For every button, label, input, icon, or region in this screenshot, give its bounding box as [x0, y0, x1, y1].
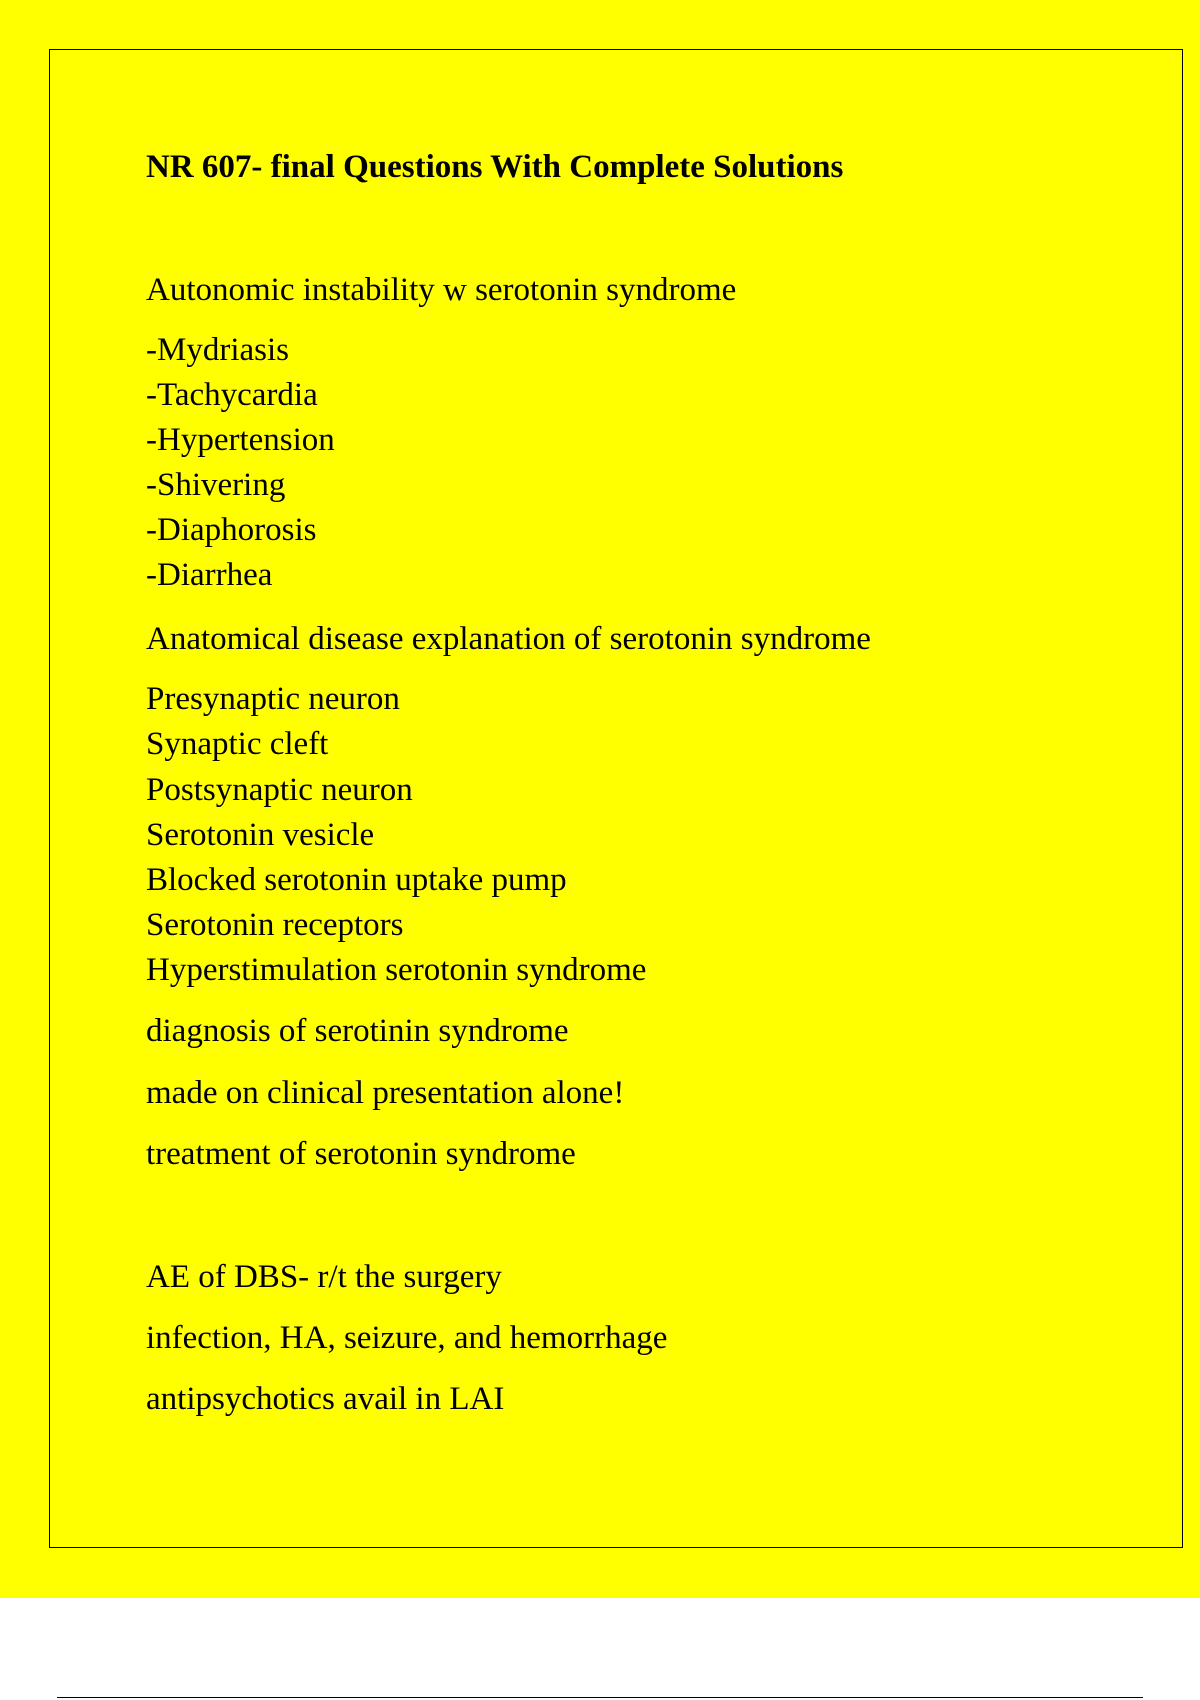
answer-tachycardia: -Tachycardia — [146, 377, 318, 413]
answer-serotonin-receptors: Serotonin receptors — [146, 907, 404, 943]
document-title: NR 607- final Questions With Complete Solutions — [146, 149, 844, 185]
answer-clinical-presentation: made on clinical presentation alone! — [146, 1075, 625, 1111]
answer-hyperstimulation: Hyperstimulation serotonin syndrome — [146, 952, 647, 988]
answer-mydriasis: -Mydriasis — [146, 332, 289, 368]
answer-presynaptic-neuron: Presynaptic neuron — [146, 681, 400, 717]
question-antipsychotics-lai: antipsychotics avail in LAI — [146, 1381, 505, 1417]
answer-diaphorosis: -Diaphorosis — [146, 512, 317, 548]
question-ae-of-dbs: AE of DBS- r/t the surgery — [146, 1259, 502, 1295]
answer-diarrhea: -Diarrhea — [146, 557, 273, 593]
question-treatment: treatment of serotonin syndrome — [146, 1136, 576, 1172]
footer-rule — [57, 1697, 1143, 1698]
answer-shivering: -Shivering — [146, 467, 286, 503]
answer-infection-ha-seizure: infection, HA, seizure, and hemorrhage — [146, 1320, 668, 1356]
answer-postsynaptic-neuron: Postsynaptic neuron — [146, 772, 413, 808]
answer-hypertension: -Hypertension — [146, 422, 335, 458]
answer-synaptic-cleft: Synaptic cleft — [146, 726, 329, 762]
question-anatomical-explanation: Anatomical disease explanation of serotonin syndrome — [146, 621, 871, 657]
question-autonomic-instability: Autonomic instability w serotonin syndrome — [146, 272, 737, 308]
answer-blocked-uptake-pump: Blocked serotonin uptake pump — [146, 862, 567, 898]
question-diagnosis: diagnosis of serotinin syndrome — [146, 1013, 569, 1049]
answer-serotonin-vesicle: Serotonin vesicle — [146, 817, 375, 853]
